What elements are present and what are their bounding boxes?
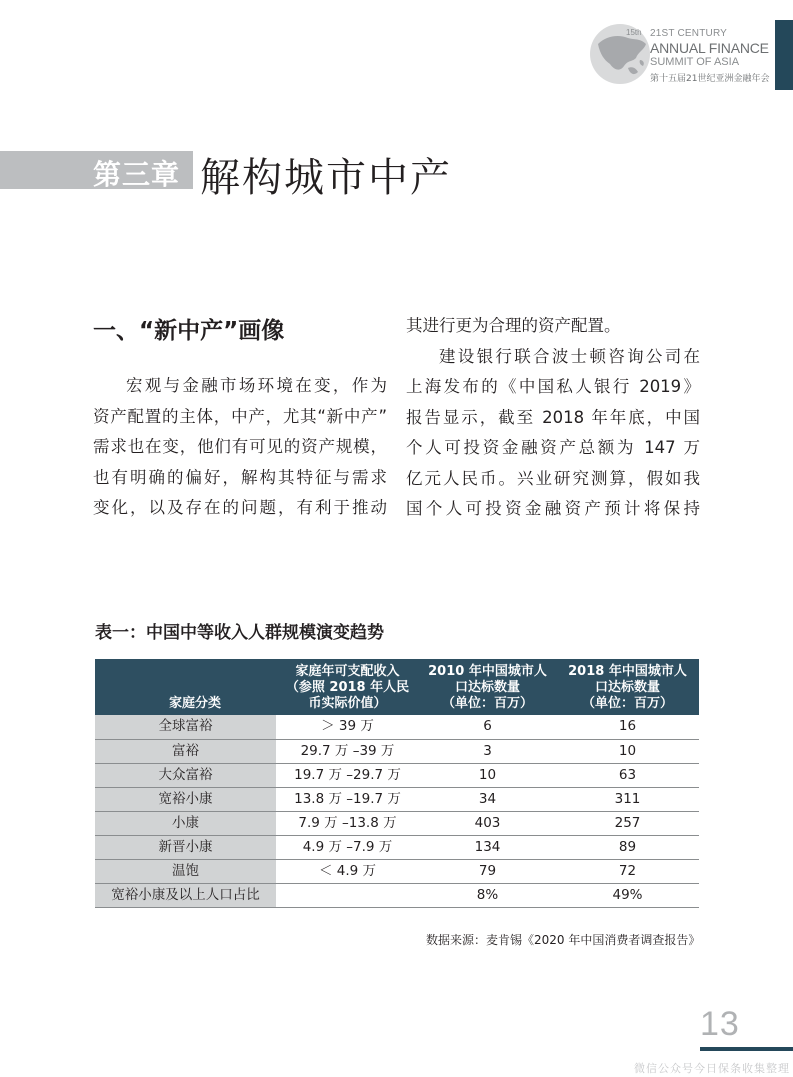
cell-income: ＞ 39 万 — [276, 715, 419, 739]
body-column-right — [406, 311, 700, 525]
cell-2010: 134 — [419, 835, 556, 859]
cell-income: ＜ 4.9 万 — [276, 859, 419, 883]
cell-2010: 3 — [419, 739, 556, 763]
chapter-title: 解构城市中产 — [200, 155, 452, 201]
cell-2018: 49% — [556, 883, 699, 907]
header-household-type: 家庭分类 — [95, 659, 276, 715]
logo-line-4: 第十五届21世纪亚洲金融年会 — [650, 74, 770, 84]
page-number: 13 — [700, 1005, 740, 1043]
cell-income: 13.8 万 –19.7 万 — [276, 787, 419, 811]
cell-2010: 34 — [419, 787, 556, 811]
cell-2010: 8% — [419, 883, 556, 907]
table-row — [95, 763, 699, 787]
table-row — [95, 859, 699, 883]
edge-tab — [775, 20, 793, 90]
table-row — [95, 715, 699, 739]
body-column-left — [93, 371, 387, 524]
cell-income: 29.7 万 –39 万 — [276, 739, 419, 763]
cell-2010: 10 — [419, 763, 556, 787]
header-2018: 2018 年中国城市人 口达标数量 （单位：百万） — [556, 659, 699, 715]
logo-edition: 15th — [626, 28, 642, 37]
table-title: 表一：中国中等收入人群规模演变趋势 — [95, 623, 384, 643]
cell-2018: 16 — [556, 715, 699, 739]
body-line: 上海发布的《中国私人银行 2019》 — [406, 377, 700, 396]
cell-2018: 311 — [556, 787, 699, 811]
cell-income — [276, 883, 419, 907]
cell-2018: 89 — [556, 835, 699, 859]
cell-income: 7.9 万 –13.8 万 — [276, 811, 419, 835]
header-income: 家庭年可支配收入 （参照 2018 年人民 币实际价值） — [276, 659, 419, 715]
cell-income: 19.7 万 –29.7 万 — [276, 763, 419, 787]
cell-category: 新晋小康 — [95, 835, 276, 859]
body-line: 其进行更为合理的资产配置。 — [406, 316, 621, 335]
logo-line-1: 21ST CENTURY — [650, 28, 728, 39]
header-2010: 2010 年中国城市人 口达标数量 （单位：百万） — [419, 659, 556, 715]
body-line: 宏观与金融市场环境在变，作为 — [126, 376, 387, 395]
cell-category: 大众富裕 — [95, 763, 276, 787]
cell-category: 宽裕小康 — [95, 787, 276, 811]
body-line: 报告显示，截至 2018 年年底，中国 — [406, 407, 700, 427]
cell-category: 富裕 — [95, 739, 276, 763]
body-line: 亿元人民币。兴业研究测算，假如我 — [406, 468, 700, 488]
table-row — [95, 811, 699, 835]
logo-line-3: SUMMIT OF ASIA — [650, 56, 740, 68]
table-row-total — [95, 883, 699, 907]
body-line: 资产配置的主体，中产，尤其“新中产” — [93, 406, 387, 426]
cell-2018: 257 — [556, 811, 699, 835]
cell-2010: 79 — [419, 859, 556, 883]
cell-2018: 10 — [556, 739, 699, 763]
cell-2018: 72 — [556, 859, 699, 883]
cell-2010: 403 — [419, 811, 556, 835]
cell-category: 宽裕小康及以上人口占比 — [95, 883, 276, 907]
logo-line-2: ANNUAL FINANCE — [650, 40, 769, 56]
globe-asia-icon — [588, 22, 654, 86]
watermark: 微信公众号今日保条收集整理 — [634, 1062, 790, 1075]
body-line: 也有明确的偏好，解构其特征与需求 — [93, 467, 387, 487]
cell-2010: 6 — [419, 715, 556, 739]
cell-2018: 63 — [556, 763, 699, 787]
table-row — [95, 739, 699, 763]
table-source: 数据来源：麦肯锡《2020 年中国消费者调查报告》 — [426, 933, 701, 947]
cell-category: 全球富裕 — [95, 715, 276, 739]
cell-income: 4.9 万 –7.9 万 — [276, 835, 419, 859]
cell-category: 温饱 — [95, 859, 276, 883]
table-row — [95, 835, 699, 859]
body-line: 变化，以及存在的问题，有利于推动 — [93, 498, 387, 517]
chapter-label: 第三章 — [93, 158, 181, 191]
section-title: 一、“新中产”画像 — [93, 318, 285, 344]
income-table — [95, 659, 699, 908]
body-line: 国个人可投资金融资产预计将保持 — [406, 499, 700, 518]
summit-logo — [588, 18, 770, 90]
footer-bar — [700, 1047, 793, 1051]
table-header-row — [95, 659, 699, 715]
body-line: 个人可投资金融资产总额为 147 万 — [406, 438, 700, 457]
body-line: 建设银行联合波士顿咨询公司在 — [439, 346, 700, 366]
body-line: 需求也在变，他们有可见的资产规模， — [93, 437, 387, 456]
table-row — [95, 787, 699, 811]
cell-category: 小康 — [95, 811, 276, 835]
